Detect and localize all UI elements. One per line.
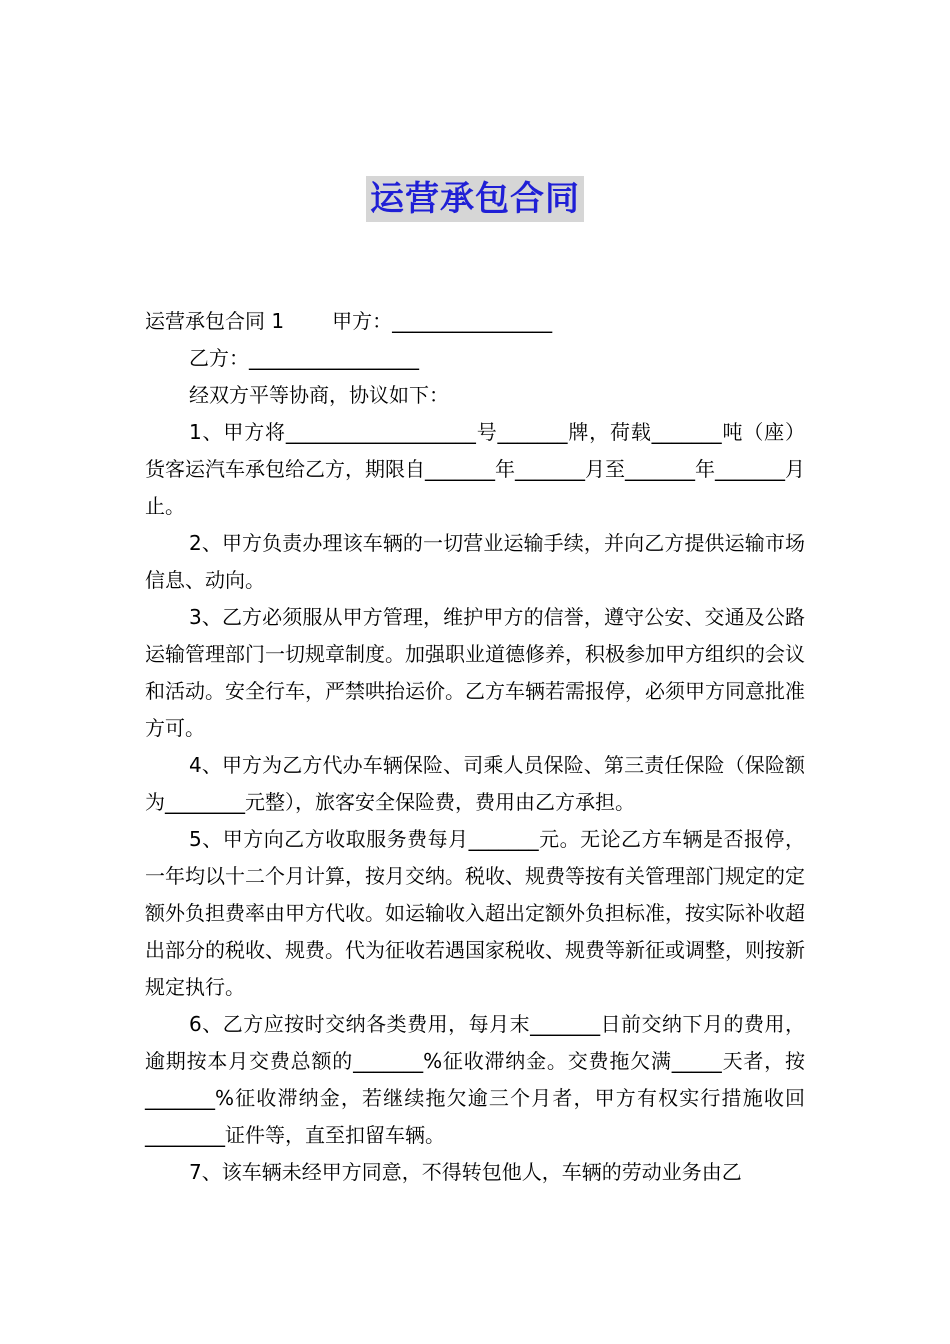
clause-1: 1、甲方将___________________号_______牌，荷载_______吨（座）货客运汽车承包给乙方，期限自_______年_______月至_______年_______月止。 xyxy=(145,420,805,518)
clause-3: 3、乙方必须服从甲方管理，维护甲方的信誉，遵守公安、交通及公路运输管理部门一切规章制度。加强职业道德修养，积极参加甲方组织的会议和活动。安全行车，严禁哄抬运价。乙方车辆若需报停，必须甲方同意批准方可。 xyxy=(145,605,805,740)
clause-7: 7、该车辆未经甲方同意，不得转包他人，车辆的劳动业务由乙 xyxy=(189,1160,742,1184)
header-left: 运营承包合同 1 xyxy=(145,309,285,333)
header-line xyxy=(145,303,805,340)
contract-body xyxy=(145,303,805,1191)
clause-2: 2、甲方负责办理该车辆的一切营业运输手续，并向乙方提供运输市场信息、动向。 xyxy=(145,531,805,592)
intro-line: 经双方平等协商，协议如下： xyxy=(189,383,449,407)
clause-5: 5、甲方向乙方收取服务费每月_______元。无论乙方车辆是否报停，一年均以十二个月计算，按月交纳。税收、规费等按有关管理部门规定的定额外负担费率由甲方代收。如运输收入超出定额外负担标准，按实际补收超出部分的税收、规费。代为征收若遇国家税收、规费等新征或调整，则按新规定执行。 xyxy=(145,827,805,999)
party-a-line: 甲方：________________ xyxy=(332,309,553,333)
clause-4: 4、甲方为乙方代办车辆保险、司乘人员保险、第三责任保险（保险额为________元整），旅客安全保险费，费用由乙方承担。 xyxy=(145,753,805,814)
party-b-line: 乙方：_________________ xyxy=(189,346,419,370)
document-title: 运营承包合同 xyxy=(366,176,584,222)
title-container xyxy=(0,176,950,222)
clause-6: 6、乙方应按时交纳各类费用，每月末_______日前交纳下月的费用，逾期按本月交费总额的_______%征收滞纳金。交费拖欠满_____天者，按_______%征收滞纳金，若继续拖欠逾三个月者，甲方有权实行措施收回________证件等，直至扣留车辆。 xyxy=(145,1012,805,1147)
